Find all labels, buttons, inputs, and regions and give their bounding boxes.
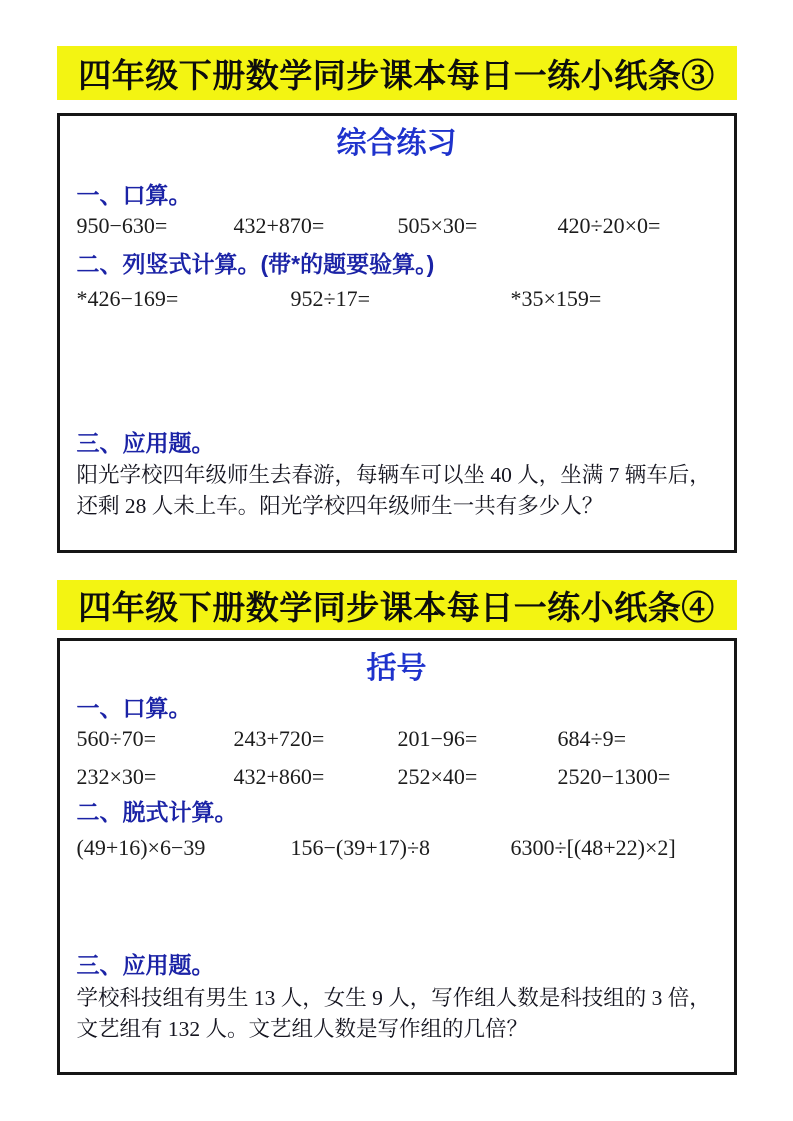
worksheet2-title: 括号 — [366, 652, 427, 685]
oral-problem: 684÷9= — [557, 726, 626, 752]
worksheet2-stepwise-heading: 二、脱式计算。 — [76, 799, 238, 826]
oral-problem: 232×30= — [76, 763, 157, 789]
oral-problem: 201−96= — [397, 726, 478, 752]
oral-problem: 950−630= — [76, 213, 168, 239]
oral-problem: 505×30= — [397, 213, 478, 239]
worksheet2-banner — [57, 580, 737, 630]
oral-problem: 2520−1300= — [557, 763, 671, 789]
stepwise-problem: 156−(39+17)÷8 — [290, 834, 431, 860]
oral-problem: 252×40= — [397, 763, 478, 789]
worksheet1-word-problem: 阳光学校四年级师生去春游，每辆车可以坐 40 人，坐满 7 辆车后，还剩 28 人未上车。阳光学校四年级师生一共有多少人？ — [76, 463, 711, 519]
worksheet2-word-problem: 学校科技组有男生 13 人，女生 9 人，写作组人数是科技组的 3 倍，文艺组有 132 人。文艺组人数是写作组的几倍？ — [76, 985, 711, 1041]
oral-problem: 420÷20×0= — [557, 213, 661, 239]
oral-problem: 432+860= — [233, 763, 325, 789]
worksheet2-banner-title: 四年级下册数学同步课本每日一练小纸条④ — [78, 588, 715, 626]
worksheet1-title: 综合练习 — [336, 127, 457, 160]
worksheet1-oral-problems — [77, 212, 717, 240]
worksheet2-oral-row2 — [77, 763, 717, 791]
stepwise-problem: 6300÷[(48+22)×2] — [510, 834, 676, 860]
content-column — [57, 46, 737, 1075]
oral-problem: 432+870= — [233, 213, 325, 239]
worksheet2-oral-heading: 一、口算。 — [76, 694, 192, 721]
worksheet2-word-heading: 三、应用题。 — [76, 952, 215, 979]
worksheet1-vertical-problems — [77, 285, 717, 313]
stepwise-problem: (49+16)×6−39 — [76, 834, 206, 860]
oral-problem: 243+720= — [233, 726, 325, 752]
worksheet1-vertical-heading: 二、列竖式计算。(带*的题要验算。) — [76, 250, 435, 277]
vertical-problem: *35×159= — [510, 286, 602, 312]
worksheet1-banner — [57, 46, 737, 100]
worksheet1-box — [57, 113, 737, 553]
vertical-problem: 952÷17= — [290, 286, 370, 312]
oral-problem: 560÷70= — [76, 726, 156, 752]
worksheet2-stepwise-problems — [77, 834, 717, 862]
worksheet2-oral-row1 — [77, 725, 717, 753]
worksheet1-word-heading: 三、应用题。 — [76, 429, 215, 456]
vertical-problem: *426−169= — [76, 286, 179, 312]
worksheet1-banner-title: 四年级下册数学同步课本每日一练小纸条③ — [78, 56, 715, 94]
worksheet2-box — [57, 638, 737, 1075]
worksheet1-oral-heading: 一、口算。 — [76, 181, 192, 208]
